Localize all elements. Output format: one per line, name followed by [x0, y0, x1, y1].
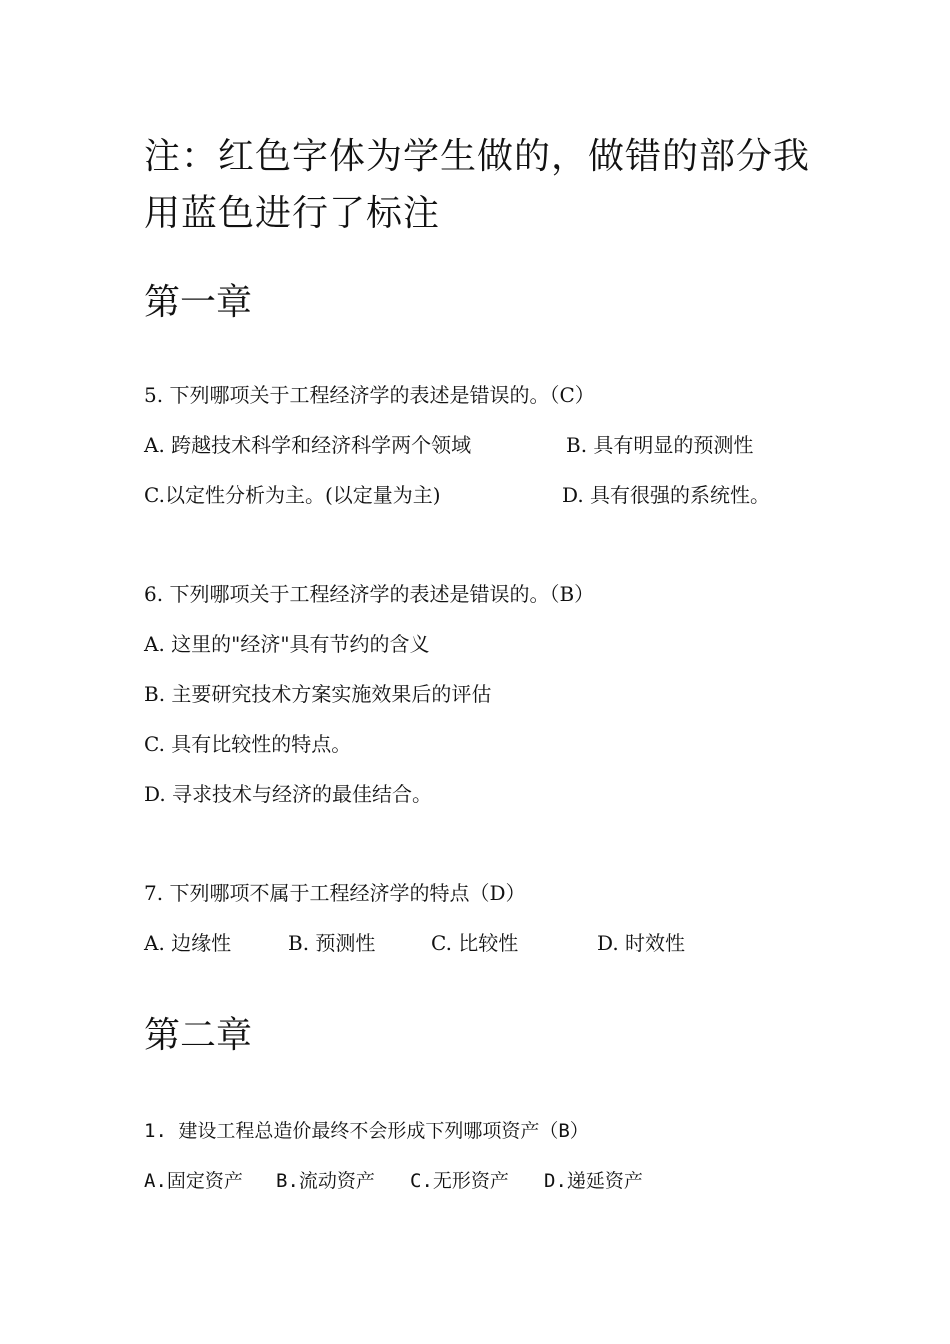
- question-7-option-a: A. 边缘性: [144, 931, 232, 955]
- question-6-option-c: C. 具有比较性的特点。: [144, 732, 352, 756]
- question-7-option-d: D. 时效性: [597, 931, 686, 955]
- question-5-stem: 5. 下列哪项关于工程经济学的表述是错误的。（C）: [144, 383, 595, 407]
- question-7-stem: 7. 下列哪项不属于工程经济学的特点（D）: [144, 881, 526, 905]
- question-6-stem: 6. 下列哪项关于工程经济学的表述是错误的。（B）: [144, 582, 595, 606]
- ch2-question-1-option-d: D.递延资产: [544, 1170, 643, 1192]
- question-5-option-c: C.以定性分析为主。(以定量为主): [144, 483, 441, 507]
- question-5-option-a: A. 跨越技术科学和经济科学两个领域: [144, 433, 472, 457]
- chapter-1-title: 第一章: [144, 282, 253, 323]
- question-5-option-b: B. 具有明显的预测性: [566, 433, 754, 457]
- question-7-option-c: C. 比较性: [431, 931, 519, 955]
- question-6-option-a: A. 这里的"经济"具有节约的含义: [144, 632, 430, 656]
- question-5-option-d: D. 具有很强的系统性。: [562, 483, 771, 507]
- ch2-question-1-option-c: C.无形资产: [410, 1170, 509, 1192]
- note-heading: 注：红色字体为学生做的，做错的部分我用蓝色进行了标注: [144, 136, 811, 234]
- chapter-2-title: 第二章: [144, 1015, 253, 1056]
- question-6-option-b: B. 主要研究技术方案实施效果后的评估: [144, 682, 492, 706]
- question-7-option-b: B. 预测性: [288, 931, 376, 955]
- ch2-question-1-stem: 1. 建设工程总造价最终不会形成下列哪项资产（B）: [144, 1120, 589, 1142]
- ch2-question-1-option-b: B.流动资产: [276, 1170, 375, 1192]
- question-6-option-d: D. 寻求技术与经济的最佳结合。: [144, 782, 433, 806]
- ch2-question-1-option-a: A.固定资产: [144, 1170, 243, 1192]
